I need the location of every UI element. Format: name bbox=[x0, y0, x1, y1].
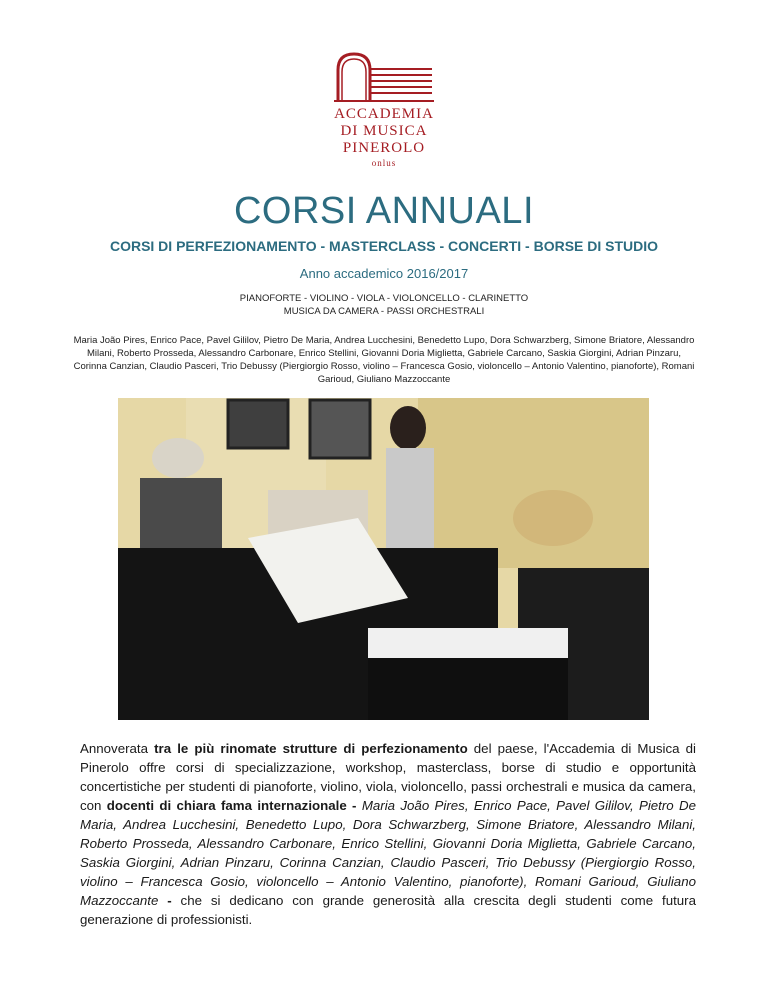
body-bold-3: - bbox=[158, 893, 172, 908]
logo-line-1: ACCADEMIA bbox=[334, 106, 434, 122]
page-subtitle: CORSI DI PERFEZIONAMENTO - MASTERCLASS - CONCERTI - BORSE DI STUDIO bbox=[109, 238, 659, 254]
body-text-2: del paese, l'Accademia di Musica di Pinerolo offre corsi di specializzazione, workshop, masterclass, borse di studio e opportunità concertistiche per studenti di pianoforte, violino, viola, violoncello, passi orchestrali e musica da camera, con bbox=[80, 741, 696, 813]
instruments-list bbox=[0, 292, 768, 318]
body-bold-2: docenti di chiara fama internazionale - bbox=[106, 798, 357, 813]
photo-illustration bbox=[118, 398, 649, 720]
page-title: CORSI ANNUALI bbox=[233, 190, 535, 232]
academy-logo bbox=[320, 48, 448, 172]
logo-line-4: onlus bbox=[371, 158, 397, 168]
teachers-list: Maria João Pires, Enrico Pace, Pavel Gililov, Pietro De Maria, Andrea Lucchesini, Benedetto Lupo, Dora Schwarzberg, Simone Briatore, Alessandro Milani, Roberto Prosseda, Alessandro Carbonare, Enrico Stellini, Giovanni Doria Miglietta, Gabriele Carcano, Saskia Giorgini, Adrian Pinzaru, Corinna Canzian, Claudio Pasceri, Trio Debussy (Piergiorgio Rosso, violino – Francesca Gosio, violoncello – Antonio Valentino, pianoforte), Romani Garioud, Giuliano Mazzoccante bbox=[73, 335, 695, 385]
body-bold-1: tra le più rinomate strutture di perfezionamento bbox=[154, 741, 468, 756]
logo-line-3: PINEROLO bbox=[342, 140, 426, 156]
body-italic-teachers: Maria João Pires, Enrico Pace, Pavel Gililov, Pietro De Maria, Andrea Lucchesini, Benedetto Lupo, Dora Schwarzberg, Simone Briatore, Alessandro Milani, Roberto Prosseda, Alessandro Carbonare, Enrico Stellini, Giovanni Doria Miglietta, Gabriele Carcano, Saskia Giorgini, Adrian Pinzaru, Corinna Canzian, Claudio Pasceri, Trio Debussy (Piergiorgio Rosso, violino – Francesca Gosio, violoncello – Antonio Valentino, pianoforte), Romani Garioud, Giuliano Mazzoccante bbox=[80, 798, 697, 908]
masterclass-photo bbox=[118, 398, 649, 720]
academic-year: Anno accademico 2016/2017 bbox=[299, 266, 469, 281]
body-text-3: che si dedicano con grande generosità alla crescita degli studenti come futura generazione di professionisti. bbox=[80, 893, 696, 927]
logo-line-2: DI MUSICA bbox=[340, 123, 428, 139]
logo-emblem-icon bbox=[320, 48, 448, 108]
body-text-1: Annoverata bbox=[80, 741, 155, 756]
description-paragraph bbox=[80, 739, 696, 929]
instruments-line-2: MUSICA DA CAMERA - PASSI ORCHESTRALI bbox=[283, 306, 485, 317]
instruments-line-1: PIANOFORTE - VIOLINO - VIOLA - VIOLONCELLO - CLARINETTO bbox=[239, 293, 529, 304]
